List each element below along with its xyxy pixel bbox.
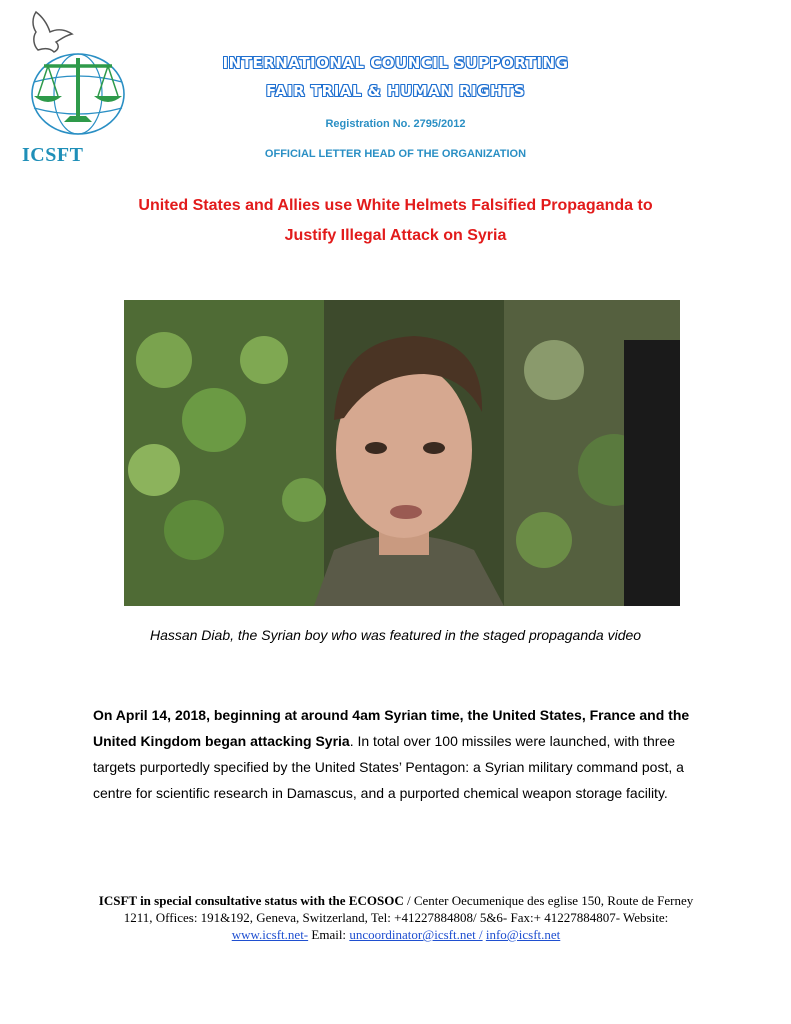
- letterhead-label: OFFICIAL LETTER HEAD OF THE ORGANIZATION: [264, 148, 527, 160]
- organization-name-line-1: INTERNATIONAL COUNCIL SUPPORTING: [222, 54, 569, 72]
- registration-number: Registration No. 2795/2012: [325, 118, 466, 130]
- article-photo: [124, 300, 680, 606]
- footer-status: ICSFT in special consultative status with the ECOSOC: [98, 893, 404, 908]
- article-headline: [0, 191, 791, 251]
- article-body: [93, 702, 703, 806]
- headline-line-2: Justify Illegal Attack on Syria: [284, 227, 507, 244]
- footer-address: / Center Oecumenique des eglise 150, Route de Ferney 1211, Offices: 191&192, Geneva, Switzerland, Tel: +41227884808/ 5&6- Fax:+ 41227884807- Website:: [123, 893, 694, 925]
- email-link-info[interactable]: info@icsft.net: [485, 927, 561, 942]
- photo-caption: Hassan Diab, the Syrian boy who was featured in the staged propaganda video: [149, 627, 642, 643]
- headline-line-1: United States and Allies use White Helmets Falsified Propaganda to: [138, 197, 653, 214]
- email-link-coordinator[interactable]: uncoordinator@icsft.net /: [349, 927, 483, 942]
- email-label: Email:: [308, 927, 350, 942]
- organization-name-line-2: FAIR TRIAL & HUMAN RIGHTS: [265, 82, 526, 100]
- footer-contact: [90, 892, 702, 943]
- body-rest: . In total over 100 missiles were launched, with three targets purportedly specified by the United States’ Pentagon: a Syrian military command post, a centre for scientific research in Damascus, and a purported chemical weapon storage facility.: [93, 733, 684, 801]
- logo-text: ICSFT: [22, 144, 84, 166]
- boy-portrait-photo: [124, 300, 680, 606]
- body-lead-bold: On April 14, 2018, beginning at around 4am Syrian time, the United States, France and the United Kingdom began attacking Syria: [93, 707, 690, 749]
- website-link[interactable]: www.icsft.net-: [231, 927, 309, 942]
